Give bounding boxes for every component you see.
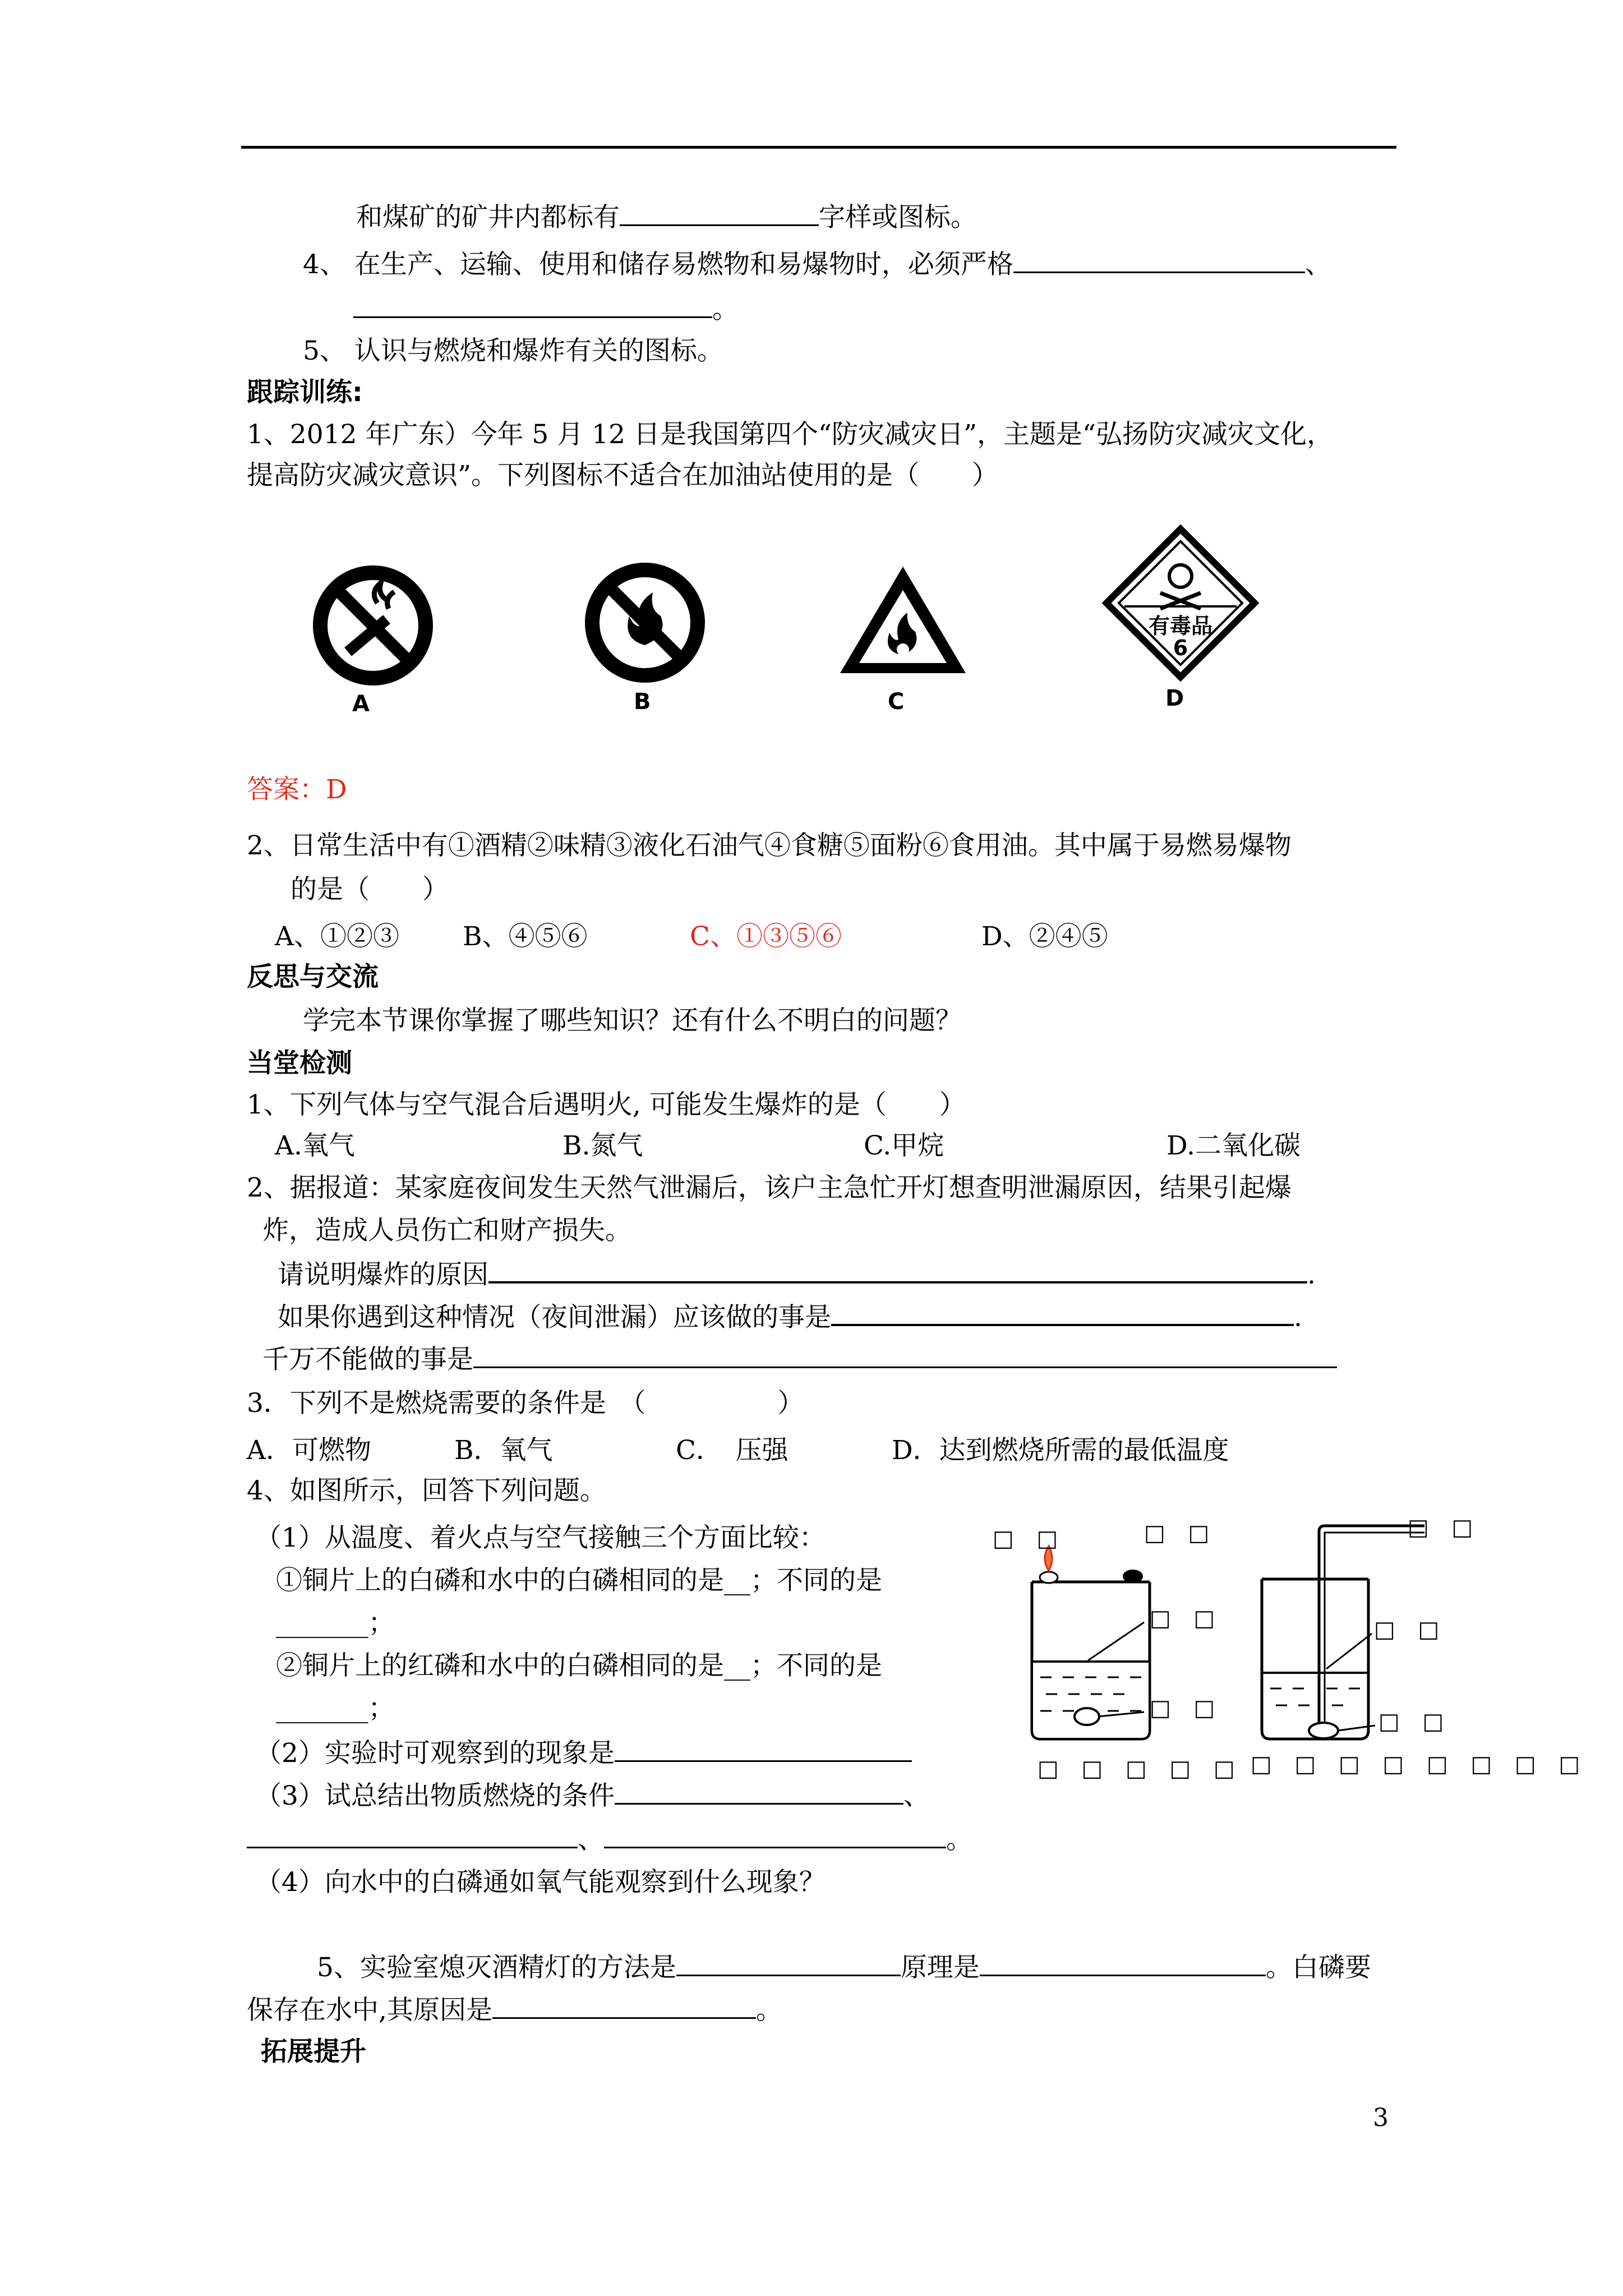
check-q1-option-b: B.氮气 — [562, 1130, 643, 1161]
check-q3-option-c: C． 压强 — [676, 1435, 789, 1466]
check-q1: 1、下列气体与空气混合后遇明火, 可能发生爆炸的是（ ） — [247, 1089, 966, 1120]
label-left-side-2: □ □ — [1150, 1695, 1223, 1721]
check-q5-line2: 保存在水中,其原因是 。 — [247, 1993, 782, 2027]
experiment-figure — [976, 1515, 1588, 1786]
heading-tracking: 跟踪训练: — [247, 377, 363, 408]
blank[interactable] — [1013, 247, 1305, 273]
item-4: 4、 在生产、运输、使用和储存易燃物和易爆物时，必须严格 、 — [303, 247, 1331, 282]
toxic-goods-icon — [1102, 524, 1259, 684]
blank[interactable] — [831, 1299, 1294, 1326]
caption-right: □ □ □ □ □ □ □ □ — [1251, 1751, 1588, 1777]
sign-label-c: C — [888, 689, 905, 715]
q2-option-a: A、①②③ — [275, 921, 399, 952]
reflection-text: 学完本节课你掌握了哪些知识？还有什么不明白的问题？ — [303, 1005, 962, 1036]
sign-label-d: D — [1165, 685, 1184, 711]
check-q4-1b-end: _______； — [276, 1693, 395, 1724]
blank[interactable] — [488, 1257, 1307, 1283]
blank[interactable] — [980, 1950, 1266, 1976]
q1-line1: 1、2012 年广东）今年 5 月 12 日是我国第四个“防灾减灾日”，主题是“弘扬防灾减灾文化， — [247, 419, 1334, 450]
toxic-goods-label: 有毒品 — [1148, 614, 1212, 638]
beaker-diagrams — [976, 1515, 1447, 1784]
label-left-side-1: □ □ — [1150, 1605, 1223, 1631]
blank[interactable] — [615, 1736, 912, 1762]
q2-line1: 2、日常生活中有①酒精②味精③液化石油气④食糖⑤面粉⑥食用油。其中属于易燃易爆物 — [247, 830, 1292, 861]
blank[interactable] — [620, 200, 819, 226]
check-q3-option-a: A．可燃物 — [247, 1435, 371, 1466]
label-right-side-1: □ □ — [1374, 1617, 1447, 1642]
item-4-cont: 。 — [353, 292, 739, 326]
line-3-continued: 和煤矿的矿井内都标有 字样或图标。 — [356, 200, 977, 234]
q2-option-c: C、①③⑤⑥ — [690, 921, 842, 952]
check-q4-1: （1）从温度、着火点与空气接触三个方面比较： — [255, 1522, 826, 1553]
sign-label-a: A — [352, 691, 370, 717]
blank[interactable] — [604, 1822, 946, 1848]
no-open-flame-icon — [583, 561, 707, 687]
check-q4-1b: ②铜片上的红磷和水中的白磷相同的是__；不同的是 — [276, 1650, 882, 1681]
blank[interactable] — [247, 1822, 578, 1848]
page-number: 3 — [1373, 2104, 1389, 2132]
check-q4-3-cont: 、 。 — [247, 1822, 972, 1857]
blank[interactable] — [473, 1342, 1337, 1368]
check-q4: 4、如图所示，回答下列问题。 — [247, 1475, 606, 1506]
check-q2-b: 如果你遇到这种情况（夜间泄漏）应该做的事是 . — [278, 1299, 1302, 1335]
toxic-class-number: 6 — [1173, 636, 1188, 660]
q1-line2: 提高防灾减灾意识”。下列图标不适合在加油站使用的是（ ） — [247, 460, 999, 491]
check-q2-a: 请说明爆炸的原因 . — [278, 1257, 1316, 1292]
check-q4-3: （3）试总结出物质燃烧的条件 、 — [255, 1778, 930, 1813]
check-q3-option-b: B．氧气 — [454, 1435, 553, 1466]
check-q2-line1: 2、据报道：某家庭夜间发生天然气泄漏后，该户主急忙开灯想查明泄漏原因，结果引起爆 — [247, 1172, 1292, 1203]
sign-label-b: B — [634, 689, 651, 715]
label-left-top-2: □ □ — [1144, 1520, 1218, 1546]
label-right-top: □ □ — [1408, 1515, 1481, 1540]
check-q2-line2: 炸，造成人员伤亡和财产损失。 — [262, 1215, 631, 1246]
blank[interactable] — [492, 1993, 756, 2019]
flammable-warning-icon — [836, 561, 970, 681]
check-q1-option-c: C.甲烷 — [864, 1130, 944, 1161]
check-q4-4: （4）向水中的白磷通如氧气能观察到什么现象？ — [255, 1867, 826, 1898]
blank[interactable] — [353, 292, 712, 318]
item-5: 5、 认识与燃烧和爆炸有关的图标。 — [303, 335, 723, 366]
check-q2-c: 千万不能做的事是 — [262, 1342, 1337, 1377]
check-q4-2: （2）实验时可观察到的现象是 — [255, 1736, 912, 1770]
answer-q1: 答案：D — [247, 774, 347, 805]
check-q3-option-d: D．达到燃烧所需的最低温度 — [892, 1435, 1229, 1466]
blank[interactable] — [676, 1950, 901, 1976]
check-q4-1a: ①铜片上的白磷和水中的白磷相同的是__；不同的是 — [276, 1565, 882, 1596]
heading-reflection: 反思与交流 — [247, 961, 379, 992]
label-left-top-1: □ □ — [993, 1526, 1066, 1552]
check-q1-option-a: A.氧气 — [275, 1130, 355, 1161]
check-q1-option-d: D.二氧化碳 — [1166, 1130, 1301, 1161]
header-rule — [241, 146, 1396, 149]
q2-option-d: D、②④⑤ — [981, 921, 1108, 952]
check-q3: 3．下列不是燃烧需要的条件是 （ ） — [247, 1388, 804, 1419]
heading-extend: 拓展提升 — [261, 2036, 366, 2067]
heading-check: 当堂检测 — [247, 1048, 352, 1079]
label-right-side-2: □ □ — [1378, 1709, 1452, 1734]
check-q5-line1: 5、实验室熄灭酒精灯的方法是 原理是 。白磷要 — [317, 1950, 1371, 1985]
blank[interactable] — [615, 1778, 903, 1805]
check-q4-1a-end: _______； — [276, 1608, 395, 1639]
left-beaker — [1032, 1546, 1150, 1739]
caption-left: □ □ □ □ □ — [1038, 1756, 1243, 1782]
q2-line2: 的是（ ） — [291, 874, 449, 905]
q2-option-b: B、④⑤⑥ — [463, 921, 588, 952]
no-smoking-icon — [311, 564, 435, 689]
